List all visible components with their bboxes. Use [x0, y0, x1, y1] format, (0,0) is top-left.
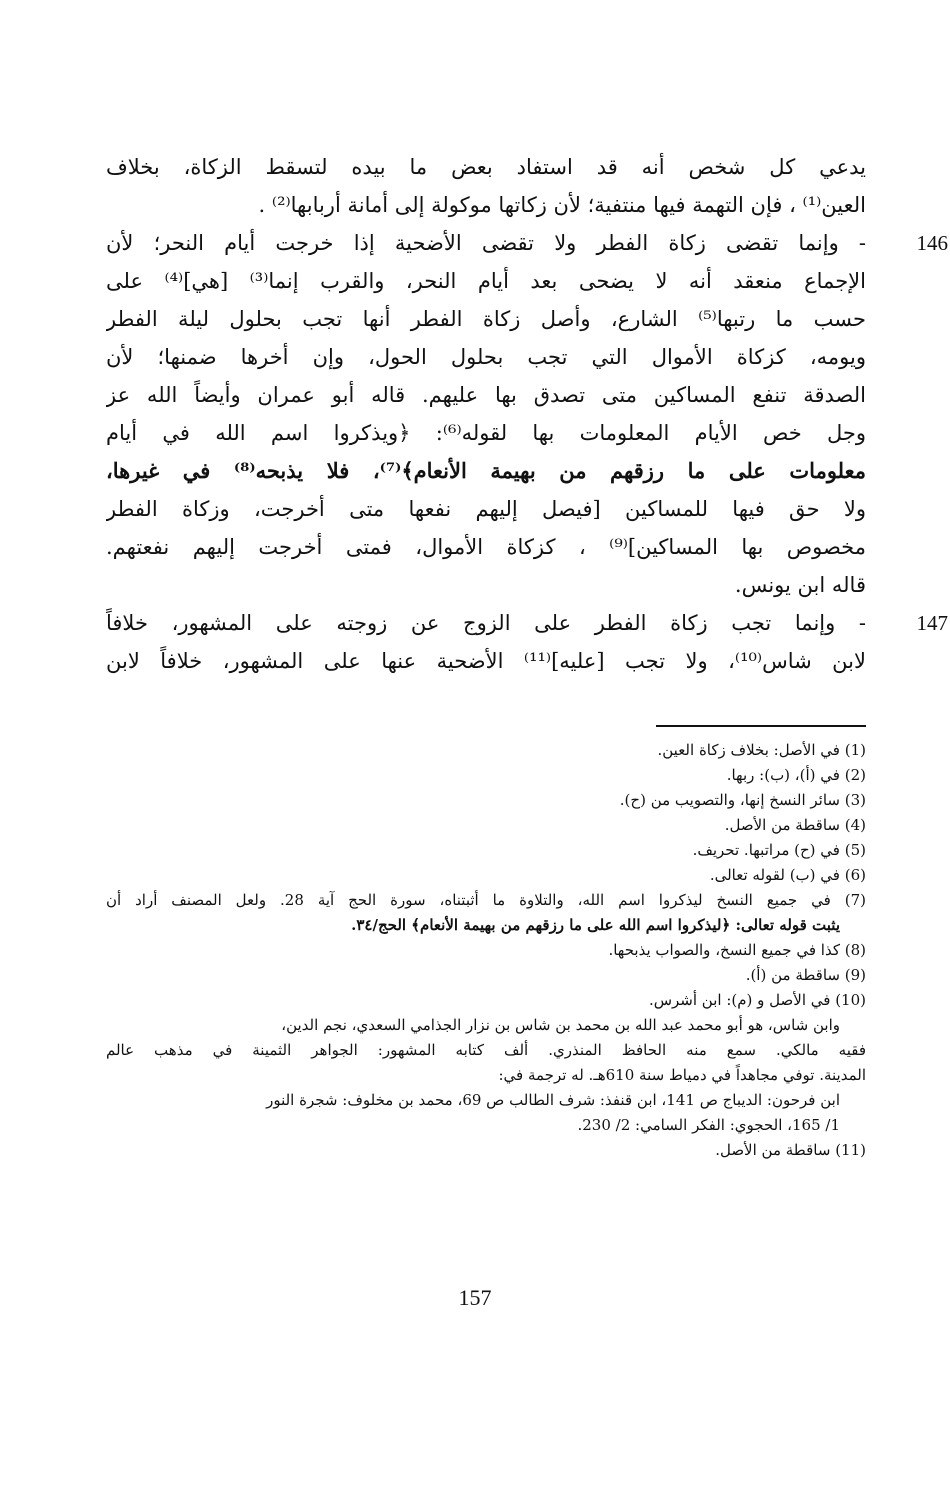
footnote: (9) ساقطة من (أ). [745, 966, 866, 984]
footnote: (3) سائر النسخ إنها، والتصويب من (ح). [619, 791, 866, 809]
paragraph-146 [106, 224, 948, 262]
quran-verse-line: معلومات على ما رزقهم من بهيمة الأنعام﴾⁽⁷⁾، فلا يذبحه⁽⁸⁾ في غيرها، [106, 458, 866, 483]
text-line: - وإنما تقضى زكاة الفطر ولا تقضى الأضحية إذا خرجت أيام النحر؛ لأن [106, 231, 866, 255]
footnote-continuation: فقيه مالكي. سمع منه الحافظ المنذري. ألف كتابه المشهور: الجواهر الثمينة في مذهب عالم [106, 1041, 866, 1059]
text-line: ويومه، كزكاة الأموال التي تجب بحلول الحول، وإن أخرها ضمنها؛ لأن [106, 345, 866, 369]
paragraph-number: 146 [916, 231, 948, 255]
text-line: الصدقة تنفع المساكين متى تصدق بها عليهم. قاله أبو عمران وأيضاً الله عز [106, 383, 866, 407]
footnote: (2) في (أ)، (ب): ربها. [726, 766, 866, 784]
footnote: (6) في (ب) لقوله تعالى. [709, 866, 866, 884]
text-line: حسب ما رتبها⁽⁵⁾ الشارع، وأصل زكاة الفطر أنها تجب بحلول ليلة الفطر [106, 307, 866, 331]
text-line: - وإنما تجب زكاة الفطر على الزوج عن زوجته على المشهور، خلافاً [106, 611, 866, 635]
text-line: ولا حق فيها للمساكين [فيصل إليهم نفعها متى أخرجت، وزكاة الفطر [106, 497, 866, 521]
page-number: 157 [458, 1285, 492, 1310]
footnote-divider [656, 725, 866, 727]
text-line: يدعي كل شخص أنه قد استفاد بعض ما بيده لتسقط الزكاة، بخلاف [106, 155, 866, 179]
footnote: (7) في جميع النسخ ليذكروا اسم الله، والتلاوة ما أثبتناه، سورة الحج آية 28. ولعل المصنف أراد أن [106, 891, 866, 909]
text-line: العين⁽¹⁾ ، فإن التهمة فيها منتفية؛ لأن زكاتها موكولة إلى أمانة أربابها⁽²⁾ . [258, 193, 866, 217]
text-line: الإجماع منعقد أنه لا يضحى بعد أيام النحر، والقرب إنما⁽³⁾ [هي]⁽⁴⁾ على [106, 269, 866, 293]
text-line: قاله ابن يونس. [734, 573, 866, 597]
footnote: (4) ساقطة من الأصل. [724, 816, 866, 834]
main-text [106, 148, 948, 680]
text-line: مخصوص بها المساكين]⁽⁹⁾ ، كزكاة الأموال، فمتى أخرجت إليهم نفعتهم. [106, 535, 866, 559]
footnote-continuation: يثبت قوله تعالى: ﴿ليذكروا اسم الله على ما رزقهم من بهيمة الأنعام﴾ الحج/٣٤. [351, 916, 840, 934]
footnote-continuation: ابن فرحون: الديباج ص 141، ابن قنفذ: شرف الطالب ص 69، محمد بن مخلوف: شجرة النور [266, 1091, 840, 1109]
text-line: وجل خص الأيام المعلومات بها لقوله⁽⁶⁾: ﴿ويذكروا اسم الله في أيام [106, 421, 866, 445]
text-line: لابن شاس⁽¹⁰⁾، ولا تجب [عليه]⁽¹¹⁾ الأضحية عنها على المشهور، خلافاً لابن [106, 649, 866, 673]
footnote-continuation: 1/ 165، الحجوي: الفكر السامي: 2/ 230. [577, 1116, 840, 1134]
footnote: (5) في (ح) مراتبها. تحريف. [692, 841, 866, 859]
footnotes [106, 738, 866, 1163]
footnote: (8) كذا في جميع النسخ، والصواب يذبحها. [608, 941, 866, 959]
footnote-continuation: المدينة. توفي مجاهداً في دمياط سنة 610هـ. له ترجمة في: [498, 1066, 866, 1084]
footnote-continuation: وابن شاس، هو أبو محمد عبد الله بن محمد بن شاس بن نزار الجذامي السعدي، نجم الدين، [281, 1016, 840, 1034]
footnote: (1) في الأصل: بخلاف زكاة العين. [657, 741, 866, 759]
paragraph-147 [106, 604, 948, 642]
paragraph-number: 147 [916, 611, 948, 635]
footnote: (10) في الأصل و (م): ابن أشرس. [648, 991, 866, 1009]
footnote: (11) ساقطة من الأصل. [715, 1141, 866, 1159]
